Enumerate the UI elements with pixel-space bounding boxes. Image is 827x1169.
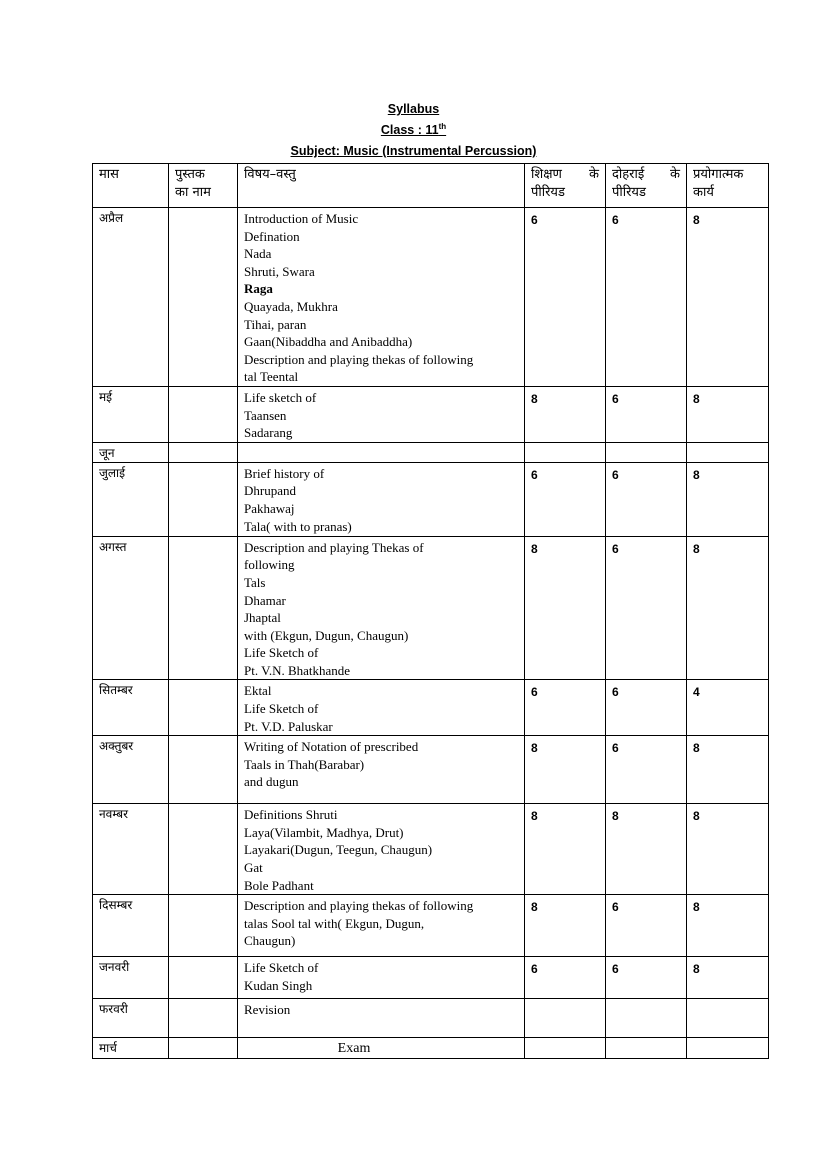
content-cell — [238, 386, 525, 442]
content-line: following — [244, 557, 295, 573]
teaching-periods-cell: 8 — [525, 736, 606, 804]
content-line: Introduction of Music — [244, 211, 359, 226]
content-cell — [238, 999, 525, 1038]
content-cell — [238, 536, 525, 680]
book-cell — [169, 536, 238, 680]
revision-periods-cell — [606, 1038, 687, 1059]
content-line: and dugun — [244, 774, 299, 790]
book-cell — [169, 462, 238, 536]
content-line: Brief history of — [244, 465, 325, 481]
practical-periods-cell: 8 — [687, 736, 769, 804]
revision-periods-cell: 6 — [606, 386, 687, 442]
teaching-periods-cell: 6 — [525, 208, 606, 387]
col-revision-line-2: पीरियड — [612, 184, 646, 200]
practical-periods-cell — [687, 999, 769, 1038]
teaching-periods-cell — [525, 442, 606, 462]
content-line: Bole Padhant — [244, 877, 314, 893]
table-row — [93, 462, 769, 536]
table-row — [93, 804, 769, 895]
teaching-periods-cell: 8 — [525, 386, 606, 442]
revision-periods-cell: 6 — [606, 957, 687, 999]
syllabus-table — [92, 163, 769, 1059]
col-practical-header — [687, 164, 769, 208]
revision-periods-cell: 8 — [606, 804, 687, 895]
content-line: Tals — [244, 574, 266, 590]
content-line: tal Teental — [244, 369, 299, 385]
content-cell — [238, 895, 525, 957]
content-cell — [238, 680, 525, 736]
teaching-periods-cell: 6 — [525, 462, 606, 536]
practical-periods-cell: 8 — [687, 895, 769, 957]
col-teaching-line-2: पीरियड — [531, 184, 565, 200]
content-line: Description and playing Thekas of — [244, 539, 424, 555]
table-row — [93, 999, 769, 1038]
month-cell: जनवरी — [93, 957, 169, 999]
month-cell: फरवरी — [93, 999, 169, 1038]
revision-periods-cell: 6 — [606, 680, 687, 736]
content-line: Life Sketch of — [244, 960, 319, 976]
col-practical-line-2: कार्य — [693, 184, 714, 200]
teaching-periods-cell: 8 — [525, 804, 606, 895]
practical-periods-cell: 8 — [687, 462, 769, 536]
content-line: Description and playing thekas of following — [244, 898, 474, 914]
content-line: Tihai, paran — [244, 316, 307, 332]
table-row — [93, 536, 769, 680]
content-line: talas Sool tal with( Ekgun, Dugun, — [244, 915, 425, 931]
month-cell: सितम्बर — [93, 680, 169, 736]
teaching-periods-cell: 6 — [525, 957, 606, 999]
content-line: with (Ekgun, Dugun, Chaugun) — [244, 627, 409, 643]
col-revision-header — [606, 164, 687, 208]
teaching-periods-cell: 8 — [525, 895, 606, 957]
col-content-header: विषय–वस्तु — [238, 164, 525, 208]
content-line: Dhrupand — [244, 483, 296, 499]
month-cell: जून — [93, 442, 169, 462]
content-line: Taals in Thah(Barabar) — [244, 756, 365, 772]
teaching-periods-cell — [525, 999, 606, 1038]
table-row — [93, 1038, 769, 1059]
practical-periods-cell: 4 — [687, 680, 769, 736]
table-row — [93, 680, 769, 736]
practical-periods-cell — [687, 1038, 769, 1059]
content-line: Quayada, Mukhra — [244, 298, 338, 314]
teaching-periods-cell: 6 — [525, 680, 606, 736]
content-cell — [238, 804, 525, 895]
table-row — [93, 208, 769, 387]
content-line: Kudan Singh — [244, 977, 313, 993]
col-book-header — [169, 164, 238, 208]
revision-periods-cell: 6 — [606, 536, 687, 680]
book-cell — [169, 895, 238, 957]
teaching-periods-cell: 8 — [525, 536, 606, 680]
class-sup: th — [438, 122, 447, 131]
revision-periods-cell: 6 — [606, 462, 687, 536]
table-row — [93, 736, 769, 804]
content-line: Defination — [244, 228, 300, 244]
book-cell — [169, 386, 238, 442]
content-line: Nada — [244, 246, 272, 262]
syllabus-title: Syllabus — [387, 102, 440, 116]
content-line: Life sketch of — [244, 389, 317, 405]
table-body — [93, 208, 769, 1059]
month-cell: अप्रैल — [93, 208, 169, 387]
month-cell: जुलाई — [93, 462, 169, 536]
book-cell — [169, 442, 238, 462]
content-line: Layakari(Dugun, Teegun, Chaugun) — [244, 842, 433, 858]
practical-periods-cell: 8 — [687, 804, 769, 895]
content-line: Jhaptal — [244, 610, 281, 626]
revision-periods-cell: 6 — [606, 208, 687, 387]
col-practical-line-1: प्रयोगात्मक — [693, 167, 744, 182]
table-row — [93, 386, 769, 442]
revision-periods-cell — [606, 442, 687, 462]
practical-periods-cell: 8 — [687, 957, 769, 999]
content-cell — [238, 736, 525, 804]
revision-periods-cell — [606, 999, 687, 1038]
month-cell: अगस्त — [93, 536, 169, 680]
revision-periods-cell: 6 — [606, 895, 687, 957]
col-revision-line-1: दोहराई के — [612, 167, 680, 182]
table-row — [93, 957, 769, 999]
practical-periods-cell: 8 — [687, 536, 769, 680]
content-line: Life Sketch of — [244, 645, 319, 661]
book-cell — [169, 999, 238, 1038]
practical-periods-cell: 8 — [687, 386, 769, 442]
content-line: Sadarang — [244, 425, 293, 441]
content-line: Revision — [244, 1002, 291, 1018]
book-cell — [169, 736, 238, 804]
class-label — [0, 122, 827, 137]
content-cell — [238, 442, 525, 462]
content-line: Shruti, Swara — [244, 263, 315, 279]
class-text: Class : 11 — [380, 123, 439, 138]
practical-periods-cell — [687, 442, 769, 462]
content-line: Dhamar — [244, 592, 286, 608]
book-cell — [169, 208, 238, 387]
content-cell — [238, 462, 525, 536]
content-line: Tala( with to pranas) — [244, 518, 352, 534]
content-cell — [238, 957, 525, 999]
practical-periods-cell: 8 — [687, 208, 769, 387]
month-cell: दिसम्बर — [93, 895, 169, 957]
content-line: Gaan(Nibaddha and Anibaddha) — [244, 334, 413, 350]
book-cell — [169, 957, 238, 999]
content-cell — [238, 1038, 525, 1059]
book-cell — [169, 804, 238, 895]
content-line: Writing of Notation of prescribed — [244, 739, 419, 755]
col-book-line-2: का नाम — [175, 184, 211, 200]
revision-periods-cell: 6 — [606, 736, 687, 804]
content-line: Taansen — [244, 407, 287, 423]
content-line: Raga — [244, 281, 273, 297]
month-cell: अक्तुबर — [93, 736, 169, 804]
content-cell — [238, 208, 525, 387]
content-line: Laya(Vilambit, Madhya, Drut) — [244, 824, 404, 840]
col-teaching-header — [525, 164, 606, 208]
month-cell: मई — [93, 386, 169, 442]
subject-label: Subject: Music (Instrumental Percussion) — [290, 144, 537, 158]
book-cell — [169, 680, 238, 736]
book-cell — [169, 1038, 238, 1059]
col-teaching-line-1: शिक्षण के — [531, 167, 599, 182]
content-line: Pakhawaj — [244, 500, 295, 516]
col-book-line-1: पुस्तक — [175, 167, 205, 182]
month-cell: मार्च — [93, 1038, 169, 1059]
table-row — [93, 442, 769, 462]
content-line: Gat — [244, 860, 263, 876]
month-cell: नवम्बर — [93, 804, 169, 895]
content-line: Exam — [337, 1041, 371, 1057]
content-line: Definitions Shruti — [244, 807, 338, 823]
table-header-row — [93, 164, 769, 208]
content-line: Ektal — [244, 683, 272, 699]
content-line: Life Sketch of — [244, 701, 319, 717]
table-row — [93, 895, 769, 957]
content-line: Chaugun) — [244, 933, 296, 949]
col-month-header: मास — [93, 164, 169, 208]
teaching-periods-cell — [525, 1038, 606, 1059]
content-line: Description and playing thekas of following — [244, 351, 474, 367]
content-line: Pt. V.D. Paluskar — [244, 718, 333, 734]
content-line: Pt. V.N. Bhatkhande — [244, 662, 351, 678]
